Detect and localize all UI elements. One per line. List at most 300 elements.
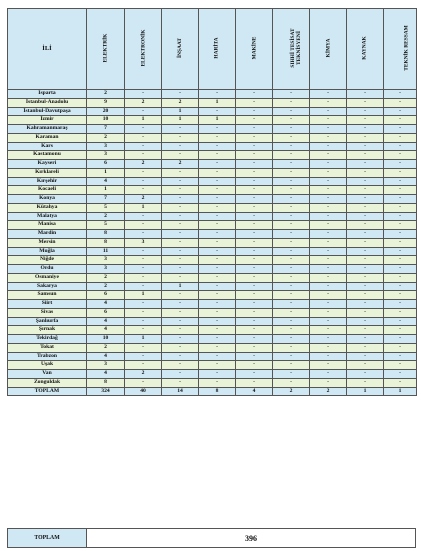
count-cell: - — [236, 168, 273, 177]
count-cell: - — [347, 265, 384, 274]
count-cell: - — [236, 326, 273, 335]
count-cell: - — [384, 160, 417, 169]
count-cell: 4 — [87, 317, 125, 326]
count-cell: - — [347, 230, 384, 239]
count-cell: - — [347, 282, 384, 291]
count-cell: - — [310, 168, 347, 177]
total-cell: 14 — [162, 387, 199, 396]
count-cell: - — [162, 203, 199, 212]
count-cell: 4 — [87, 370, 125, 379]
count-cell: - — [347, 116, 384, 125]
count-cell: - — [310, 151, 347, 160]
city-name-cell: Tekirdağ — [8, 335, 87, 344]
count-cell: - — [273, 151, 310, 160]
count-cell: - — [199, 273, 236, 282]
count-cell: - — [199, 378, 236, 387]
count-cell: - — [347, 212, 384, 221]
count-cell: - — [347, 352, 384, 361]
count-cell: - — [384, 186, 417, 195]
count-cell: - — [199, 160, 236, 169]
total-cell: 8 — [199, 387, 236, 396]
count-cell: - — [125, 230, 162, 239]
table-row — [8, 273, 417, 282]
count-cell: - — [273, 142, 310, 151]
count-cell: - — [162, 378, 199, 387]
count-cell: - — [236, 90, 273, 99]
count-cell: - — [125, 221, 162, 230]
count-cell: - — [347, 221, 384, 230]
count-cell: - — [310, 317, 347, 326]
count-cell: - — [236, 335, 273, 344]
count-cell: - — [236, 142, 273, 151]
count-cell: - — [125, 343, 162, 352]
count-cell: - — [384, 221, 417, 230]
count-cell: - — [310, 265, 347, 274]
count-cell: - — [273, 230, 310, 239]
count-cell: - — [384, 300, 417, 309]
count-cell: - — [273, 335, 310, 344]
column-header-il: İLİ — [8, 9, 87, 90]
count-cell: - — [199, 247, 236, 256]
count-cell: 3 — [87, 361, 125, 370]
count-cell: - — [236, 273, 273, 282]
table-row — [8, 326, 417, 335]
table-row — [8, 90, 417, 99]
table-row — [8, 116, 417, 125]
count-cell: - — [347, 335, 384, 344]
total-cell: 1 — [384, 387, 417, 396]
count-cell: - — [125, 133, 162, 142]
count-cell: - — [273, 160, 310, 169]
count-cell: - — [384, 195, 417, 204]
count-cell: 2 — [87, 212, 125, 221]
grand-total-value: 396 — [87, 529, 416, 548]
city-name-cell: İstanbul-Anadolu — [8, 98, 87, 107]
column-header-teknik-ressam: TEKNİK RESSAM — [384, 9, 417, 90]
count-cell: - — [310, 221, 347, 230]
count-cell: - — [162, 133, 199, 142]
count-cell: - — [162, 317, 199, 326]
table-row — [8, 212, 417, 221]
count-cell: - — [125, 168, 162, 177]
count-cell: - — [125, 186, 162, 195]
count-cell: - — [384, 282, 417, 291]
city-name-cell: Van — [8, 370, 87, 379]
count-cell: - — [347, 203, 384, 212]
count-cell: - — [384, 177, 417, 186]
count-cell: - — [384, 317, 417, 326]
count-cell: - — [310, 282, 347, 291]
count-cell: - — [310, 116, 347, 125]
count-cell: 1 — [125, 203, 162, 212]
count-cell: - — [273, 212, 310, 221]
count-cell: - — [162, 142, 199, 151]
count-cell: - — [273, 168, 310, 177]
count-cell: - — [199, 238, 236, 247]
count-cell: - — [199, 203, 236, 212]
count-cell: - — [310, 142, 347, 151]
city-name-cell: Kocaeli — [8, 186, 87, 195]
count-cell: - — [199, 361, 236, 370]
city-name-cell: Kırşehir — [8, 177, 87, 186]
count-cell: - — [125, 151, 162, 160]
count-cell: - — [273, 300, 310, 309]
count-cell: - — [273, 352, 310, 361]
count-cell: - — [199, 230, 236, 239]
count-cell: - — [199, 370, 236, 379]
count-cell: - — [162, 177, 199, 186]
count-cell: - — [347, 107, 384, 116]
count-cell: - — [199, 300, 236, 309]
table-row — [8, 203, 417, 212]
count-cell: - — [273, 256, 310, 265]
total-cell: 2 — [273, 387, 310, 396]
table-row — [8, 177, 417, 186]
table-row — [8, 308, 417, 317]
count-cell: - — [199, 326, 236, 335]
count-cell: - — [310, 238, 347, 247]
count-cell: - — [199, 282, 236, 291]
count-cell: 1 — [125, 291, 162, 300]
count-cell: - — [384, 107, 417, 116]
count-cell: 10 — [87, 335, 125, 344]
count-cell: - — [162, 90, 199, 99]
count-cell: - — [384, 361, 417, 370]
count-cell: - — [310, 195, 347, 204]
count-cell: 3 — [87, 142, 125, 151]
table-row — [8, 142, 417, 151]
city-name-cell: Manisa — [8, 221, 87, 230]
totals-label: TOPLAM — [8, 387, 87, 396]
count-cell: - — [347, 273, 384, 282]
count-cell: - — [162, 256, 199, 265]
count-cell: 1 — [162, 282, 199, 291]
count-cell: - — [273, 133, 310, 142]
count-cell: - — [162, 168, 199, 177]
count-cell: - — [273, 265, 310, 274]
count-cell: 2 — [125, 98, 162, 107]
count-cell: - — [347, 142, 384, 151]
count-cell: - — [199, 352, 236, 361]
total-cell: 1 — [347, 387, 384, 396]
count-cell: - — [199, 133, 236, 142]
table-row — [8, 352, 417, 361]
count-cell: - — [347, 256, 384, 265]
count-cell: - — [236, 160, 273, 169]
city-name-cell: Sakarya — [8, 282, 87, 291]
table-row — [8, 335, 417, 344]
count-cell: - — [310, 98, 347, 107]
count-cell: 11 — [87, 247, 125, 256]
count-cell: - — [384, 265, 417, 274]
count-cell: - — [384, 378, 417, 387]
total-cell: 2 — [310, 387, 347, 396]
count-cell: - — [199, 125, 236, 134]
count-cell: 7 — [87, 125, 125, 134]
count-cell: - — [162, 361, 199, 370]
table-row — [8, 160, 417, 169]
city-name-cell: Malatya — [8, 212, 87, 221]
count-cell: 5 — [87, 203, 125, 212]
city-name-cell: Tokat — [8, 343, 87, 352]
count-cell: - — [384, 98, 417, 107]
count-cell: - — [384, 370, 417, 379]
count-cell: - — [347, 370, 384, 379]
count-cell: - — [125, 317, 162, 326]
count-cell: - — [236, 370, 273, 379]
city-name-cell: Kastamonu — [8, 151, 87, 160]
count-cell: - — [199, 90, 236, 99]
count-cell: - — [162, 300, 199, 309]
count-cell: - — [236, 203, 273, 212]
count-cell: - — [236, 238, 273, 247]
count-cell: 3 — [87, 265, 125, 274]
count-cell: - — [384, 168, 417, 177]
count-cell: - — [125, 273, 162, 282]
count-cell: - — [273, 107, 310, 116]
table-row — [8, 98, 417, 107]
table-row — [8, 238, 417, 247]
count-cell: - — [273, 361, 310, 370]
count-cell: - — [199, 107, 236, 116]
count-cell: - — [236, 352, 273, 361]
count-cell: - — [199, 186, 236, 195]
city-name-cell: Muğla — [8, 247, 87, 256]
count-cell: - — [384, 238, 417, 247]
count-cell: - — [199, 151, 236, 160]
table-row — [8, 168, 417, 177]
count-cell: 7 — [87, 195, 125, 204]
count-cell: 1 — [125, 116, 162, 125]
count-cell: - — [273, 326, 310, 335]
count-cell: 1 — [199, 98, 236, 107]
count-cell: - — [199, 343, 236, 352]
count-cell: 1 — [87, 168, 125, 177]
count-cell: 8 — [87, 230, 125, 239]
count-cell: - — [347, 326, 384, 335]
count-cell: 2 — [162, 160, 199, 169]
count-cell: - — [347, 168, 384, 177]
count-cell: - — [236, 221, 273, 230]
count-cell: - — [162, 238, 199, 247]
table-row — [8, 230, 417, 239]
count-cell: 3 — [125, 238, 162, 247]
count-cell: - — [236, 195, 273, 204]
city-name-cell: Sivas — [8, 308, 87, 317]
count-cell: - — [384, 247, 417, 256]
count-cell: 9 — [87, 98, 125, 107]
count-cell: - — [347, 195, 384, 204]
table-row — [8, 133, 417, 142]
count-cell: - — [384, 230, 417, 239]
count-cell: - — [162, 151, 199, 160]
city-name-cell: Samsun — [8, 291, 87, 300]
table-row — [8, 300, 417, 309]
count-cell: - — [162, 291, 199, 300]
count-cell: - — [384, 142, 417, 151]
city-name-cell: Kırklareli — [8, 168, 87, 177]
count-cell: - — [347, 308, 384, 317]
count-cell: 2 — [87, 133, 125, 142]
count-cell: - — [236, 308, 273, 317]
city-name-cell: Uşak — [8, 361, 87, 370]
column-header-makine: MAKİNE — [236, 9, 273, 90]
table-row — [8, 247, 417, 256]
count-cell: - — [125, 326, 162, 335]
count-cell: - — [236, 378, 273, 387]
count-cell: 8 — [87, 238, 125, 247]
city-name-cell: Mardin — [8, 230, 87, 239]
count-cell: - — [384, 335, 417, 344]
city-name-cell: Zonguldak — [8, 378, 87, 387]
count-cell: - — [347, 343, 384, 352]
count-cell: - — [125, 256, 162, 265]
city-name-cell: Kahramanmaraş — [8, 125, 87, 134]
count-cell: - — [310, 370, 347, 379]
count-cell: - — [125, 282, 162, 291]
count-cell: - — [384, 212, 417, 221]
count-cell: - — [347, 317, 384, 326]
table-body — [8, 90, 417, 396]
count-cell: - — [310, 203, 347, 212]
count-cell: - — [347, 177, 384, 186]
count-cell: - — [273, 90, 310, 99]
column-header-insaat: İNŞAAT — [162, 9, 199, 90]
count-cell: - — [310, 247, 347, 256]
count-cell: - — [273, 195, 310, 204]
count-cell: - — [310, 300, 347, 309]
count-cell: 4 — [87, 177, 125, 186]
count-cell: - — [347, 300, 384, 309]
count-cell: - — [199, 265, 236, 274]
column-header-elektronik: ELEKTRONİK — [125, 9, 162, 90]
count-cell: - — [310, 378, 347, 387]
count-cell: - — [199, 195, 236, 204]
total-cell: 40 — [125, 387, 162, 396]
count-cell: 2 — [87, 90, 125, 99]
count-cell: - — [310, 326, 347, 335]
count-cell: - — [310, 125, 347, 134]
count-cell: - — [347, 90, 384, 99]
count-cell: - — [347, 98, 384, 107]
count-cell: - — [236, 151, 273, 160]
count-cell: 2 — [87, 343, 125, 352]
count-cell: - — [125, 177, 162, 186]
count-cell: - — [384, 343, 417, 352]
count-cell: - — [125, 247, 162, 256]
table-row — [8, 151, 417, 160]
count-cell: - — [384, 203, 417, 212]
count-cell: - — [199, 335, 236, 344]
table-row — [8, 186, 417, 195]
column-header-kaynak: KAYNAK — [347, 9, 384, 90]
count-cell: - — [384, 308, 417, 317]
count-cell: - — [310, 343, 347, 352]
count-cell: - — [236, 177, 273, 186]
table-row — [8, 370, 417, 379]
count-cell: - — [199, 168, 236, 177]
city-name-cell: Kars — [8, 142, 87, 151]
count-cell: - — [310, 291, 347, 300]
count-cell: - — [162, 265, 199, 274]
count-cell: - — [236, 116, 273, 125]
count-cell: - — [273, 177, 310, 186]
count-cell: - — [384, 256, 417, 265]
count-cell: - — [236, 317, 273, 326]
count-cell: - — [236, 265, 273, 274]
count-cell: - — [199, 291, 236, 300]
column-header-kimya: KİMYA — [310, 9, 347, 90]
count-cell: - — [162, 212, 199, 221]
count-cell: - — [310, 256, 347, 265]
count-cell: 1 — [162, 107, 199, 116]
count-cell: - — [199, 177, 236, 186]
count-cell: 4 — [87, 352, 125, 361]
city-name-cell: Osmaniye — [8, 273, 87, 282]
table-row — [8, 378, 417, 387]
count-cell: 10 — [87, 116, 125, 125]
count-cell: - — [236, 107, 273, 116]
count-cell: - — [310, 212, 347, 221]
count-cell: - — [162, 221, 199, 230]
count-cell: 5 — [87, 221, 125, 230]
count-cell: - — [236, 212, 273, 221]
column-header-harita: HARİTA — [199, 9, 236, 90]
count-cell: - — [347, 247, 384, 256]
count-cell: - — [273, 273, 310, 282]
count-cell: - — [125, 378, 162, 387]
count-cell: 6 — [87, 291, 125, 300]
count-cell: - — [162, 125, 199, 134]
table-row — [8, 291, 417, 300]
count-cell: - — [236, 256, 273, 265]
count-cell: - — [384, 326, 417, 335]
count-cell: - — [236, 98, 273, 107]
count-cell: 2 — [125, 370, 162, 379]
count-cell: 6 — [87, 160, 125, 169]
count-cell: - — [273, 247, 310, 256]
count-cell: - — [310, 133, 347, 142]
count-cell: 1 — [162, 116, 199, 125]
count-cell: - — [347, 125, 384, 134]
column-header-sihhi-tesisat: SIHHİ TESİSAT TEKNİSYENİ — [273, 9, 310, 90]
count-cell: - — [273, 186, 310, 195]
city-name-cell: Siirt — [8, 300, 87, 309]
city-name-cell: Şanlıurfa — [8, 317, 87, 326]
table-row — [8, 107, 417, 116]
count-cell: - — [125, 142, 162, 151]
table-row — [8, 195, 417, 204]
table-row — [8, 343, 417, 352]
count-cell: - — [384, 116, 417, 125]
count-cell: 3 — [87, 256, 125, 265]
count-cell: 2 — [125, 195, 162, 204]
count-cell: - — [236, 300, 273, 309]
city-name-cell: Konya — [8, 195, 87, 204]
count-cell: - — [347, 361, 384, 370]
count-cell: - — [236, 230, 273, 239]
count-cell: - — [347, 160, 384, 169]
count-cell: - — [384, 125, 417, 134]
count-cell: - — [273, 125, 310, 134]
table-row — [8, 265, 417, 274]
grand-total-label: TOPLAM — [8, 529, 87, 548]
count-cell: - — [125, 212, 162, 221]
count-cell: - — [162, 326, 199, 335]
count-cell: - — [162, 273, 199, 282]
count-cell: - — [125, 361, 162, 370]
count-cell: - — [199, 221, 236, 230]
